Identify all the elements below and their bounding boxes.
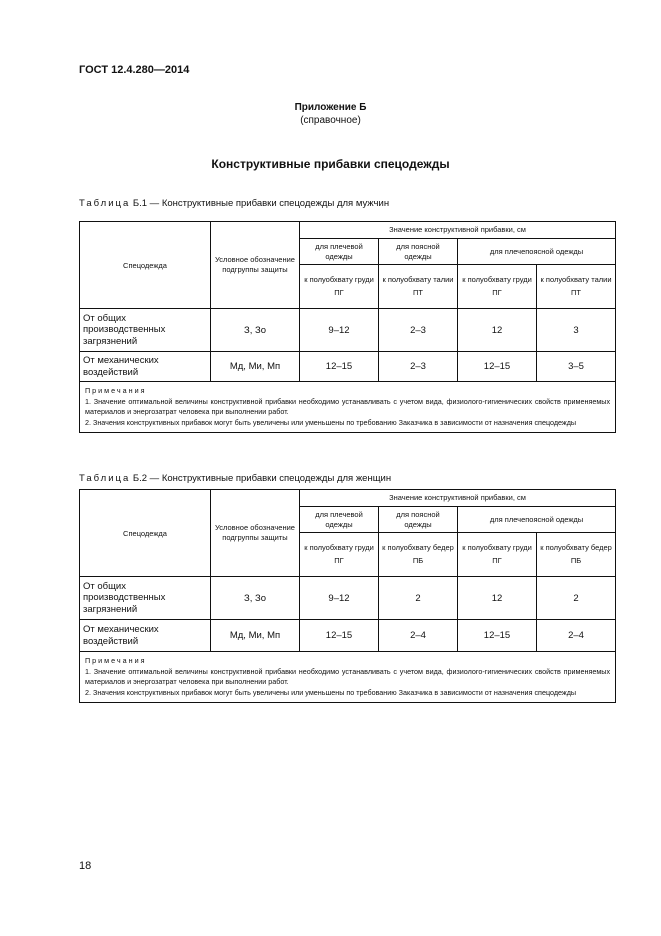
annex-subtitle: (справочное) [300,115,361,126]
notes-title: Примечания [85,656,147,665]
header-shoulder-waist: для плечепоясной одежды [458,239,616,265]
row-value: 2–3 [379,309,458,352]
subcol-code: ПБ [412,556,424,565]
table2 [79,489,616,703]
subcol-code: ПГ [492,288,502,297]
header-shoulder-waist: для плечепоясной одежды [458,507,616,533]
subcol-code: ПГ [492,556,502,565]
subcol-text: к полуобхвату бедер [540,543,612,552]
table-notes-row [80,382,616,433]
table1-label: Таблица [79,198,131,209]
note-item: 1. Значение оптимальной величины конструктивной прибавки необходимо устанавливать с учетом вида, физиолого-гигиенических свойств применяемых материалов и энергозатрат человека при выполнении работ. [85,667,611,686]
row-name: От общих производственных загрязнений [80,309,211,352]
row-value: 12 [458,309,537,352]
subcol-header [379,533,458,577]
row-name: От механических воздействий [80,352,211,382]
subcol-code: ПГ [334,556,344,565]
table-row [80,620,616,652]
table2-caption [79,473,391,484]
row-value: 9–12 [300,577,379,620]
header-designation: Условное обозначение подгруппы защиты [211,490,300,577]
header-shoulder: для плечевой одежды [300,239,379,265]
subcol-text: к полуобхвату груди [304,543,374,552]
table-row [80,309,616,352]
row-value: 2–3 [379,352,458,382]
row-value: 2 [379,577,458,620]
note-item: 2. Значения конструктивных прибавок могут быть увеличены или уменьшены по требованию Заказчика в зависимости от назначения спецодежды [85,688,577,697]
note-item: 2. Значения конструктивных прибавок могут быть увеличены или уменьшены по требованию Заказчика в зависимости от назначения спецодежды [85,418,577,427]
row-value: 2–4 [379,620,458,652]
table1 [79,221,616,433]
row-value: 2–4 [537,620,616,652]
row-value: 12 [458,577,537,620]
row-designation: З, Зо [211,309,300,352]
subcol-header [379,265,458,309]
header-garment: Спецодежда [80,490,211,577]
row-name: От общих производственных загрязнений [80,577,211,620]
notes-title: Примечания [85,386,147,395]
subcol-code: ПТ [571,288,582,297]
subcol-header [537,265,616,309]
subcol-header [300,533,379,577]
table2-caption-text: Б.2 — Конструктивные прибавки спецодежды для женщин [132,473,392,484]
subcol-header [300,265,379,309]
row-value: 3 [537,309,616,352]
header-garment: Спецодежда [80,222,211,309]
header-waist: для поясной одежды [379,507,458,533]
table-row [80,352,616,382]
table2-notes [80,652,616,703]
header-shoulder: для плечевой одежды [300,507,379,533]
section-title: Конструктивные прибавки спецодежды [211,157,450,171]
note-item: 1. Значение оптимальной величины конструктивной прибавки необходимо устанавливать с учетом вида, физиолого-гигиенических свойств применяемых материалов и энергозатрат человека при выполнении работ. [85,397,611,416]
subcol-text: к полуобхвату бедер [382,543,454,552]
subcol-code: ПБ [570,556,582,565]
row-designation: З, Зо [211,577,300,620]
annex-title: Приложение Б [294,102,367,113]
row-value: 3–5 [537,352,616,382]
row-value: 12–15 [458,352,537,382]
row-value: 9–12 [300,309,379,352]
header-value-title: Значение конструктивной прибавки, см [300,490,616,507]
table-notes-row [80,652,616,703]
subcol-code: ПТ [413,288,423,297]
subcol-code: ПГ [334,288,344,297]
subcol-text: к полуобхвату груди [304,275,374,284]
table1-caption [79,198,389,209]
page-number: 18 [79,860,92,872]
table1-notes [80,382,616,433]
subcol-header [458,533,537,577]
subcol-header [458,265,537,309]
row-value: 12–15 [458,620,537,652]
subcol-text: к полуобхвату груди [462,275,532,284]
table1-caption-text: Б.1 — Конструктивные прибавки спецодежды для мужчин [132,198,390,209]
header-designation: Условное обозначение подгруппы защиты [211,222,300,309]
table2-label: Таблица [79,473,131,484]
subcol-text: к полуобхвату груди [462,543,532,552]
header-value-title: Значение конструктивной прибавки, см [300,222,616,239]
subcol-text: к полуобхвату талии [540,275,612,284]
row-designation: Мд, Ми, Мп [211,352,300,382]
row-value: 12–15 [300,352,379,382]
subcol-header [537,533,616,577]
row-value: 2 [537,577,616,620]
row-name: От механических воздействий [80,620,211,652]
header-waist: для поясной одежды [379,239,458,265]
standard-header: ГОСТ 12.4.280—2014 [79,64,190,76]
row-value: 12–15 [300,620,379,652]
table-row [80,577,616,620]
subcol-text: к полуобхвату талии [382,275,454,284]
row-designation: Мд, Ми, Мп [211,620,300,652]
